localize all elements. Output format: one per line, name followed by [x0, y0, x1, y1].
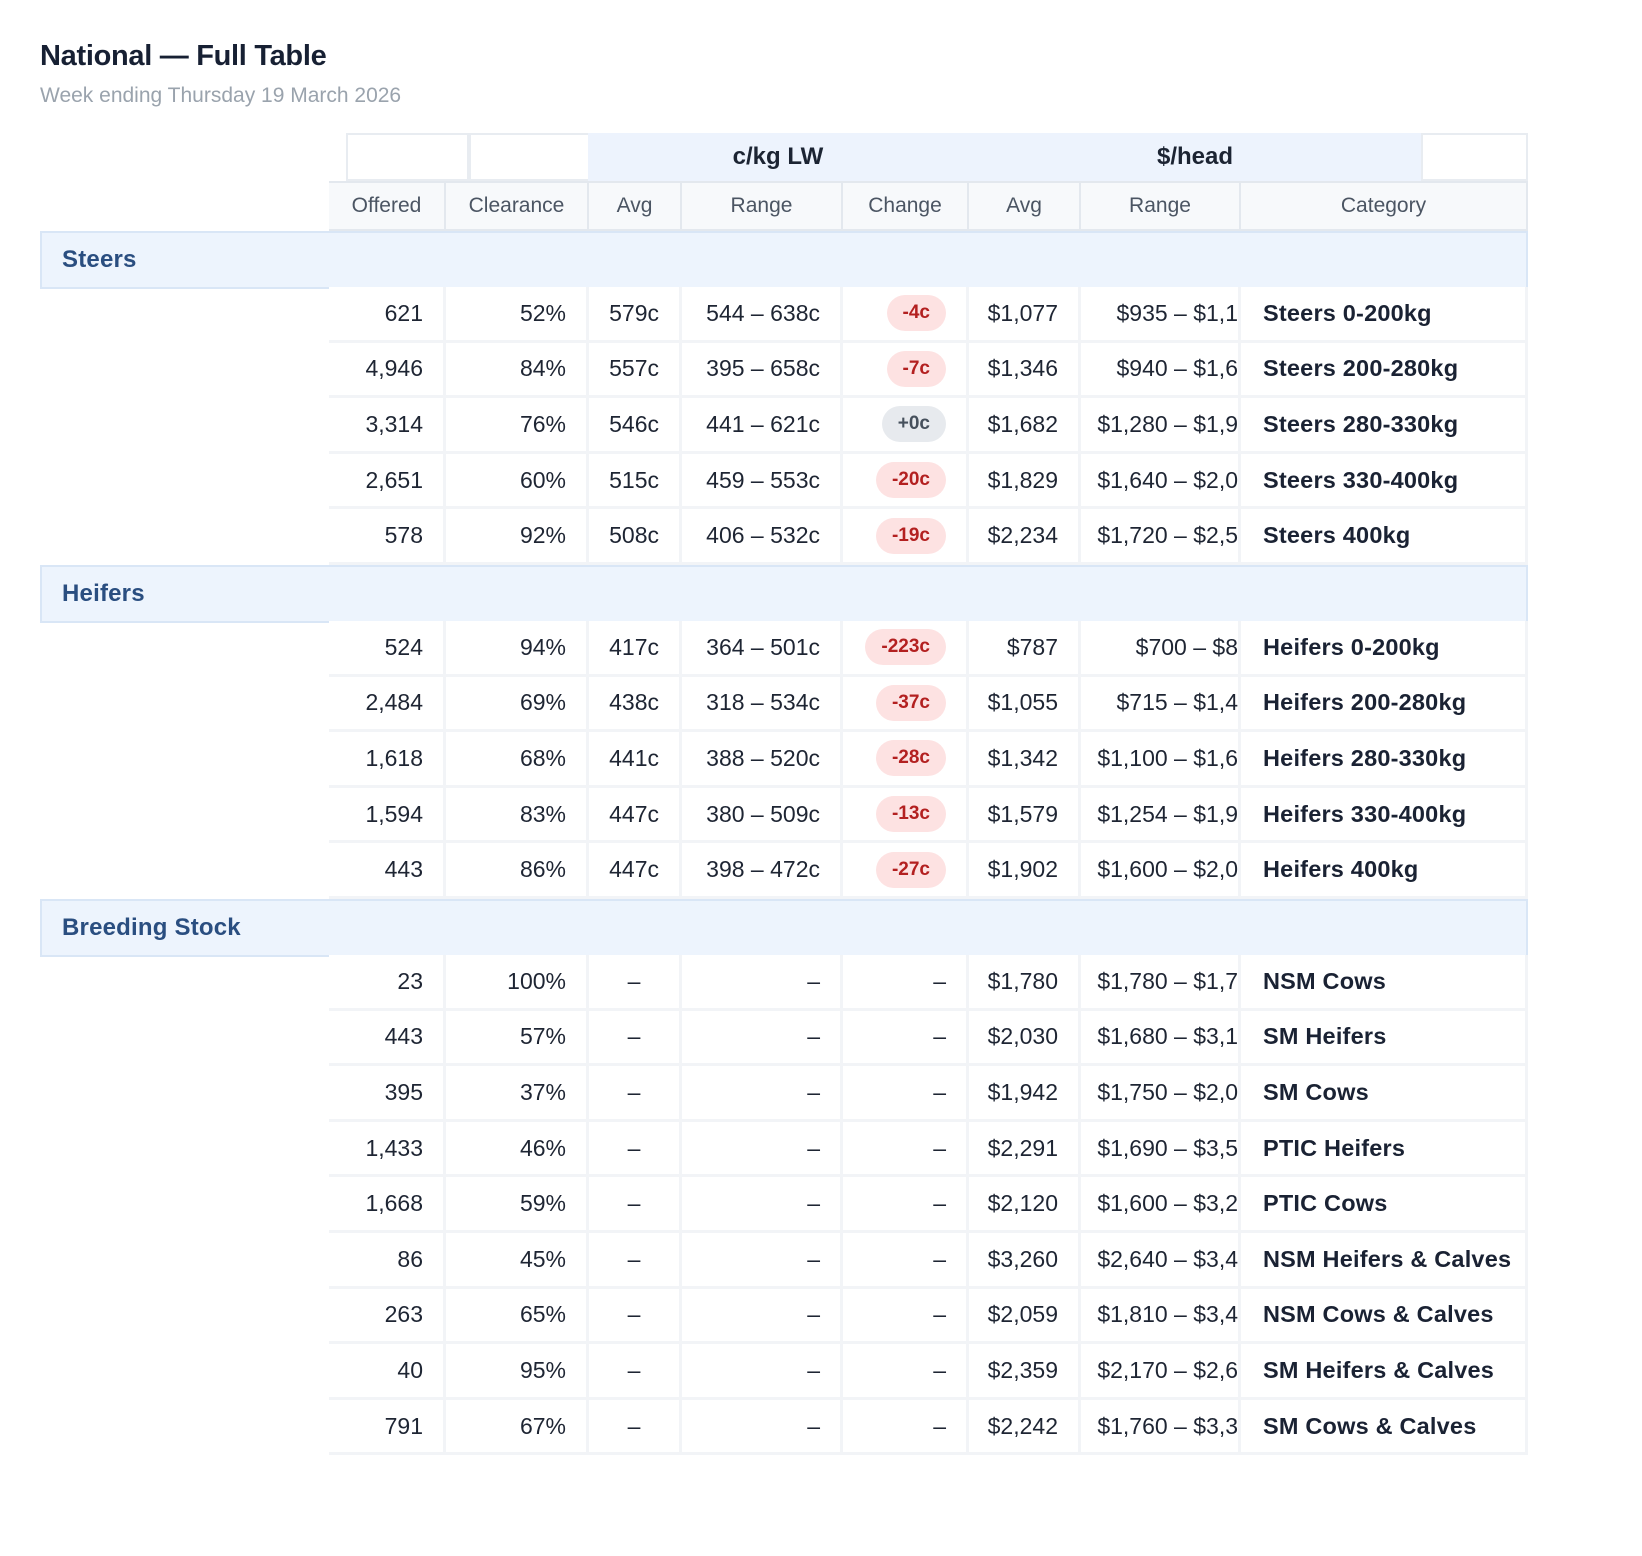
- table-row[interactable]: [40, 1233, 1610, 1289]
- cell-head-avg: $1,346: [969, 343, 1081, 399]
- cell-head-range: $1,280 – $1,9: [1081, 398, 1241, 454]
- cell-clearance: 94%: [446, 621, 589, 677]
- cell-head-range: $715 – $1,4: [1081, 677, 1241, 733]
- cell-change: –: [843, 1066, 969, 1122]
- table-row[interactable]: [40, 677, 1610, 733]
- cell-offered: 1,433: [329, 1122, 446, 1178]
- cell-range: –: [682, 1177, 843, 1233]
- column-header-range[interactable]: Range: [682, 181, 843, 231]
- cell-clearance: 46%: [446, 1122, 589, 1178]
- cell-category: Heifers 0-200kg: [1241, 621, 1528, 677]
- column-header-clearance[interactable]: Clearance: [446, 181, 589, 231]
- cell-clearance: 100%: [446, 955, 589, 1011]
- cell-category: Steers 200-280kg: [1241, 343, 1528, 399]
- cell-category: Heifers 200-280kg: [1241, 677, 1528, 733]
- cell-category: NSM Heifers & Calves: [1241, 1233, 1528, 1289]
- cell-avg: 508c: [589, 509, 682, 565]
- cell-category: NSM Cows & Calves: [1241, 1289, 1528, 1345]
- cell-avg: 417c: [589, 621, 682, 677]
- table-row[interactable]: [40, 287, 1610, 343]
- table-row[interactable]: [40, 621, 1610, 677]
- cell-clearance: 69%: [446, 677, 589, 733]
- page-subtitle: Week ending Thursday 19 March 2026: [40, 84, 402, 107]
- cell-range: 459 – 553c: [682, 454, 843, 510]
- cell-head-avg: $1,829: [969, 454, 1081, 510]
- header-spacer: [346, 133, 469, 181]
- table-row[interactable]: [40, 454, 1610, 510]
- cell-range: 544 – 638c: [682, 287, 843, 343]
- table-row[interactable]: [40, 955, 1610, 1011]
- table-row[interactable]: [40, 732, 1610, 788]
- table-row[interactable]: [40, 1344, 1610, 1400]
- cell-change: [843, 788, 969, 844]
- cell-offered: 86: [329, 1233, 446, 1289]
- column-header-offered[interactable]: Offered: [329, 181, 446, 231]
- cell-head-avg: $2,120: [969, 1177, 1081, 1233]
- cell-change: –: [843, 1400, 969, 1456]
- cell-avg: –: [589, 1066, 682, 1122]
- cell-avg: –: [589, 1400, 682, 1456]
- cell-head-avg: $1,342: [969, 732, 1081, 788]
- cell-range: –: [682, 1233, 843, 1289]
- cell-avg: 447c: [589, 843, 682, 899]
- table-row[interactable]: [40, 843, 1610, 899]
- cell-head-range: $1,760 – $3,3: [1081, 1400, 1241, 1456]
- cell-avg: 441c: [589, 732, 682, 788]
- cell-range: –: [682, 1344, 843, 1400]
- cell-category: Steers 280-330kg: [1241, 398, 1528, 454]
- cell-avg: 515c: [589, 454, 682, 510]
- cell-avg: –: [589, 1011, 682, 1067]
- cell-avg: 438c: [589, 677, 682, 733]
- group-header-row[interactable]: Breeding Stock: [40, 899, 1528, 957]
- table-row[interactable]: [40, 1177, 1610, 1233]
- cell-clearance: 68%: [446, 732, 589, 788]
- cell-avg: –: [589, 1344, 682, 1400]
- cell-offered: 40: [329, 1344, 446, 1400]
- cell-head-avg: $2,234: [969, 509, 1081, 565]
- cell-offered: 524: [329, 621, 446, 677]
- cell-offered: 1,668: [329, 1177, 446, 1233]
- cell-head-range: $1,100 – $1,6: [1081, 732, 1241, 788]
- cell-change: [843, 454, 969, 510]
- cell-head-avg: $1,902: [969, 843, 1081, 899]
- cell-avg: –: [589, 1122, 682, 1178]
- change-badge: -13c: [876, 796, 946, 832]
- cell-head-range: $1,600 – $2,0: [1081, 843, 1241, 899]
- cell-offered: 395: [329, 1066, 446, 1122]
- cell-range: –: [682, 1066, 843, 1122]
- cell-head-avg: $1,055: [969, 677, 1081, 733]
- cell-change: –: [843, 1233, 969, 1289]
- cell-category: SM Heifers: [1241, 1011, 1528, 1067]
- cell-range: 318 – 534c: [682, 677, 843, 733]
- cell-range: –: [682, 1289, 843, 1345]
- cell-avg: –: [589, 1289, 682, 1345]
- cell-head-avg: $2,059: [969, 1289, 1081, 1345]
- cell-category: Heifers 400kg: [1241, 843, 1528, 899]
- cell-head-avg: $1,942: [969, 1066, 1081, 1122]
- change-badge: -20c: [876, 462, 946, 498]
- cell-head-range: $2,640 – $3,4: [1081, 1233, 1241, 1289]
- change-badge: -19c: [876, 518, 946, 554]
- change-badge: -7c: [887, 351, 946, 387]
- cell-head-range: $1,750 – $2,0: [1081, 1066, 1241, 1122]
- cell-range: 398 – 472c: [682, 843, 843, 899]
- cell-head-avg: $1,077: [969, 287, 1081, 343]
- cell-change: –: [843, 1177, 969, 1233]
- cell-category: Steers 330-400kg: [1241, 454, 1528, 510]
- cell-offered: 443: [329, 843, 446, 899]
- change-badge: -28c: [876, 740, 946, 776]
- table-row[interactable]: [40, 398, 1610, 454]
- cell-category: Heifers 280-330kg: [1241, 732, 1528, 788]
- cell-range: 388 – 520c: [682, 732, 843, 788]
- cell-offered: 23: [329, 955, 446, 1011]
- cell-category: SM Cows & Calves: [1241, 1400, 1528, 1456]
- cell-range: –: [682, 1122, 843, 1178]
- group-header-ckg: c/kg LW: [588, 133, 968, 181]
- cell-change: [843, 843, 969, 899]
- cell-category: PTIC Cows: [1241, 1177, 1528, 1233]
- cell-head-avg: $3,260: [969, 1233, 1081, 1289]
- cell-clearance: 95%: [446, 1344, 589, 1400]
- cell-avg: –: [589, 1177, 682, 1233]
- cell-clearance: 65%: [446, 1289, 589, 1345]
- cell-offered: 4,946: [329, 343, 446, 399]
- cell-head-range: $1,690 – $3,5: [1081, 1122, 1241, 1178]
- cell-offered: 3,314: [329, 398, 446, 454]
- cell-head-range: $1,780 – $1,7: [1081, 955, 1241, 1011]
- cell-range: 441 – 621c: [682, 398, 843, 454]
- cell-change: –: [843, 1289, 969, 1345]
- cell-clearance: 52%: [446, 287, 589, 343]
- cell-head-range: $2,170 – $2,6: [1081, 1344, 1241, 1400]
- cell-change: [843, 621, 969, 677]
- cell-head-range: $700 – $8: [1081, 621, 1241, 677]
- table-row[interactable]: [40, 1066, 1610, 1122]
- column-header-row: [40, 181, 1610, 231]
- cell-offered: 263: [329, 1289, 446, 1345]
- cell-clearance: 83%: [446, 788, 589, 844]
- cell-category: SM Cows: [1241, 1066, 1528, 1122]
- cell-head-range: $1,680 – $3,1: [1081, 1011, 1241, 1067]
- cell-category: Heifers 330-400kg: [1241, 788, 1528, 844]
- cell-head-range: $935 – $1,1: [1081, 287, 1241, 343]
- table-row[interactable]: [40, 1122, 1610, 1178]
- cell-offered: 621: [329, 287, 446, 343]
- table-row[interactable]: [40, 509, 1610, 565]
- column-group-header: [40, 133, 1610, 181]
- cell-range: 364 – 501c: [682, 621, 843, 677]
- cell-change: –: [843, 1122, 969, 1178]
- column-header-head-range[interactable]: Range: [1081, 181, 1241, 231]
- cell-head-range: $1,810 – $3,4: [1081, 1289, 1241, 1345]
- cell-category: PTIC Heifers: [1241, 1122, 1528, 1178]
- cell-change: [843, 287, 969, 343]
- cell-range: –: [682, 955, 843, 1011]
- cell-head-avg: $1,579: [969, 788, 1081, 844]
- change-badge: -37c: [876, 685, 946, 721]
- cell-avg: 579c: [589, 287, 682, 343]
- cell-range: 380 – 509c: [682, 788, 843, 844]
- cell-range: –: [682, 1400, 843, 1456]
- cell-clearance: 37%: [446, 1066, 589, 1122]
- cell-clearance: 92%: [446, 509, 589, 565]
- table-row[interactable]: [40, 788, 1610, 844]
- cell-change: [843, 509, 969, 565]
- cell-avg: 546c: [589, 398, 682, 454]
- group-header-row[interactable]: Heifers: [40, 565, 1528, 623]
- cell-offered: 1,594: [329, 788, 446, 844]
- header-spacer: [1421, 133, 1528, 181]
- column-header-avg[interactable]: Avg: [589, 181, 682, 231]
- cell-avg: 447c: [589, 788, 682, 844]
- cell-avg: 557c: [589, 343, 682, 399]
- header-spacer: [1239, 133, 1421, 181]
- cell-head-avg: $2,030: [969, 1011, 1081, 1067]
- group-header-head: $/head: [968, 133, 1239, 181]
- cell-head-range: $1,640 – $2,0: [1081, 454, 1241, 510]
- cell-avg: –: [589, 1233, 682, 1289]
- page-title: National — Full Table: [40, 40, 327, 72]
- table-row[interactable]: [40, 1011, 1610, 1067]
- cell-change: [843, 343, 969, 399]
- cell-head-avg: $1,682: [969, 398, 1081, 454]
- cell-head-avg: $2,242: [969, 1400, 1081, 1456]
- cell-category: SM Heifers & Calves: [1241, 1344, 1528, 1400]
- cell-head-range: $1,720 – $2,5: [1081, 509, 1241, 565]
- cell-clearance: 60%: [446, 454, 589, 510]
- change-badge: -4c: [887, 295, 946, 331]
- cell-change: –: [843, 1011, 969, 1067]
- cell-category: NSM Cows: [1241, 955, 1528, 1011]
- cell-avg: –: [589, 955, 682, 1011]
- cell-offered: 1,618: [329, 732, 446, 788]
- table-row[interactable]: [40, 1289, 1610, 1345]
- cell-head-avg: $2,291: [969, 1122, 1081, 1178]
- cell-category: Steers 0-200kg: [1241, 287, 1528, 343]
- cell-head-avg: $787: [969, 621, 1081, 677]
- cell-clearance: 76%: [446, 398, 589, 454]
- cell-clearance: 84%: [446, 343, 589, 399]
- cell-range: –: [682, 1011, 843, 1067]
- cell-offered: 443: [329, 1011, 446, 1067]
- cell-range: 395 – 658c: [682, 343, 843, 399]
- change-badge: -223c: [865, 629, 946, 665]
- cell-category: Steers 400kg: [1241, 509, 1528, 565]
- cell-head-range: $940 – $1,6: [1081, 343, 1241, 399]
- cell-head-range: $1,254 – $1,9: [1081, 788, 1241, 844]
- column-header-change[interactable]: Change: [843, 181, 969, 231]
- cell-offered: 2,484: [329, 677, 446, 733]
- cell-clearance: 59%: [446, 1177, 589, 1233]
- cell-clearance: 67%: [446, 1400, 589, 1456]
- table-row[interactable]: [40, 343, 1610, 399]
- cell-change: [843, 732, 969, 788]
- cell-clearance: 86%: [446, 843, 589, 899]
- group-header-row[interactable]: Steers: [40, 231, 1528, 289]
- cell-offered: 578: [329, 509, 446, 565]
- cell-clearance: 45%: [446, 1233, 589, 1289]
- cell-change: [843, 677, 969, 733]
- cell-head-avg: $2,359: [969, 1344, 1081, 1400]
- table-row[interactable]: [40, 1400, 1610, 1456]
- cell-clearance: 57%: [446, 1011, 589, 1067]
- cell-change: [843, 398, 969, 454]
- cell-offered: 2,651: [329, 454, 446, 510]
- cell-change: –: [843, 955, 969, 1011]
- cell-head-avg: $1,780: [969, 955, 1081, 1011]
- change-badge: +0c: [882, 406, 946, 442]
- cell-change: –: [843, 1344, 969, 1400]
- column-header-category[interactable]: Category: [1241, 181, 1528, 231]
- cell-range: 406 – 532c: [682, 509, 843, 565]
- change-badge: -27c: [876, 852, 946, 888]
- column-header-head-avg[interactable]: Avg: [969, 181, 1081, 231]
- cell-head-range: $1,600 – $3,2: [1081, 1177, 1241, 1233]
- cell-offered: 791: [329, 1400, 446, 1456]
